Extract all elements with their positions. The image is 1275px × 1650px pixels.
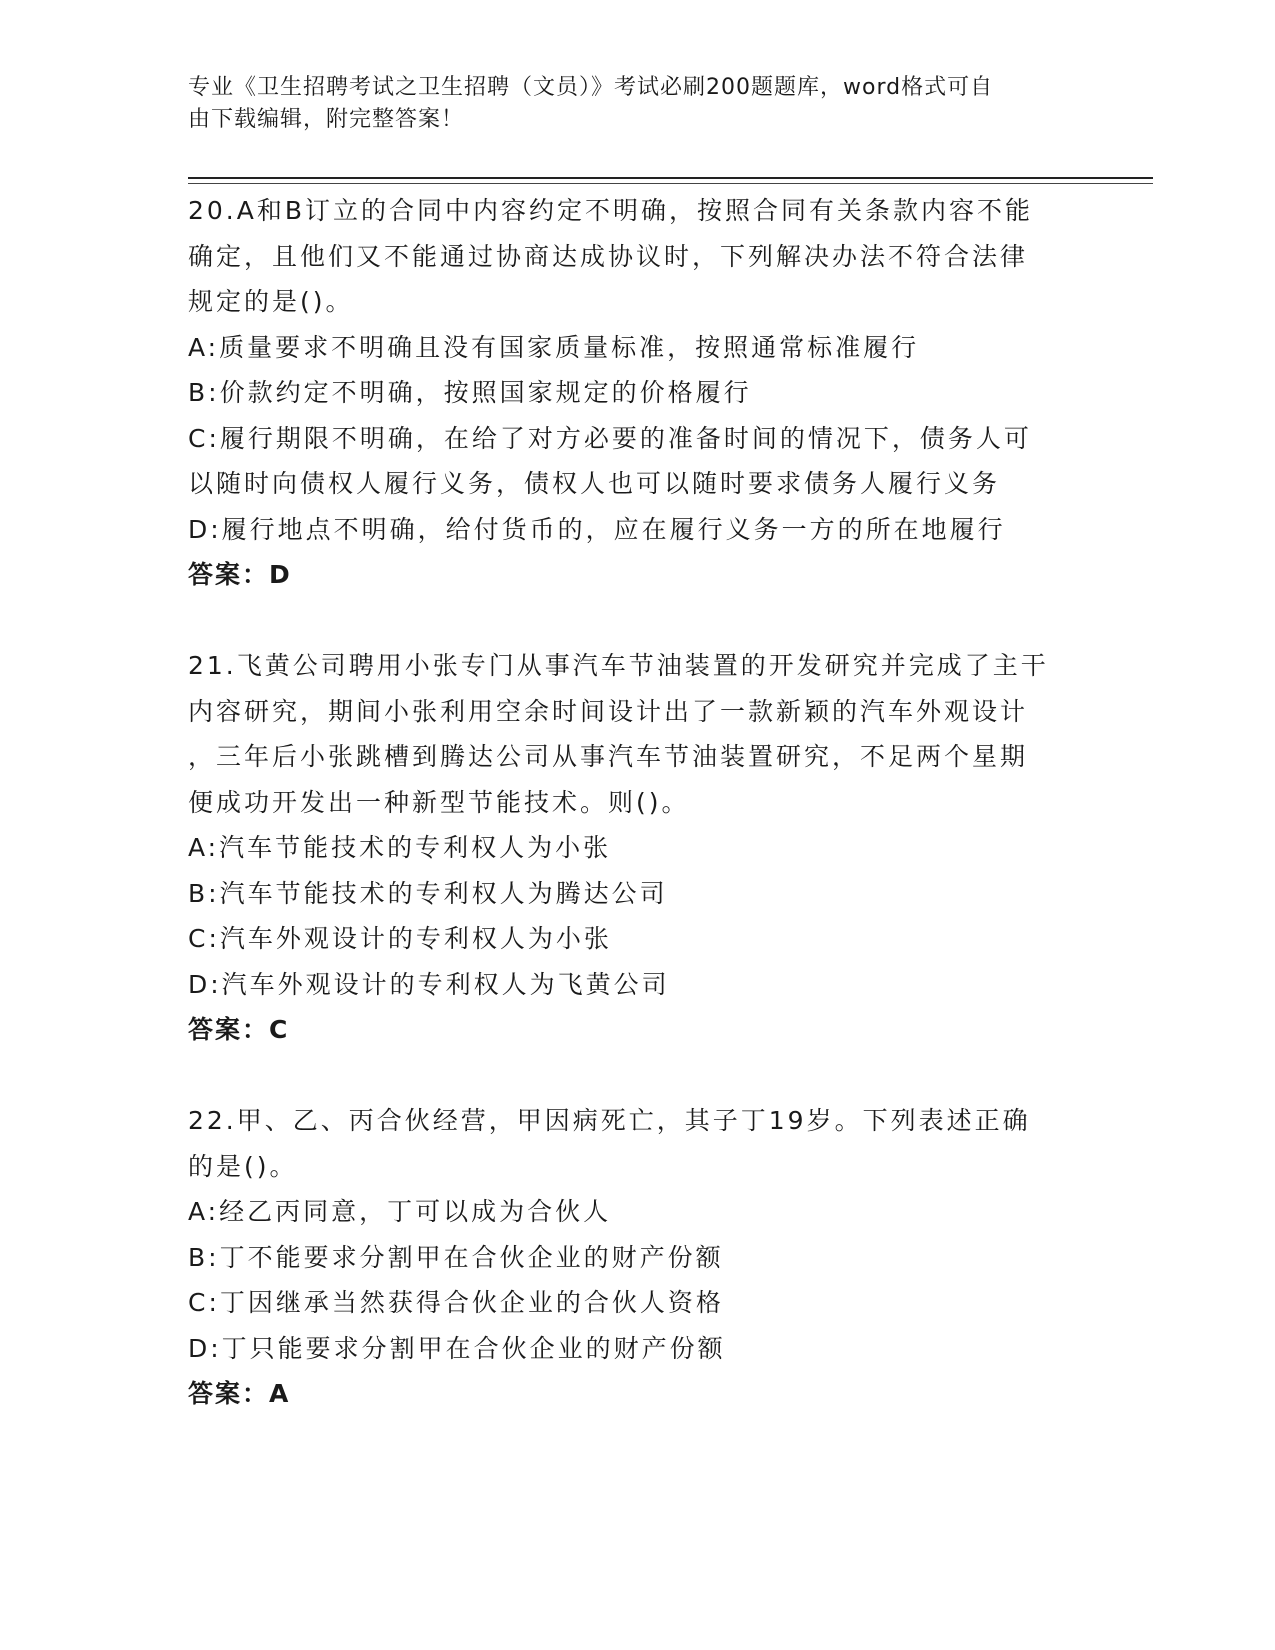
document-header — [188, 72, 1068, 136]
option-b: B:价款约定不明确，按照国家规定的价格履行 — [188, 378, 752, 407]
question-stem-line: 确定，且他们又不能通过协商达成协议时，下列解决办法不符合法律 — [188, 241, 1029, 271]
option-c: C:丁因继承当然获得合伙企业的合伙人资格 — [188, 1288, 724, 1317]
question-stem-line: 20.A和B订立的合同中内容约定不明确，按照合同有关条款内容不能 — [188, 196, 1034, 225]
answer-label: 答案：C — [188, 1015, 290, 1044]
option-d: D:丁只能要求分割甲在合伙企业的财产份额 — [188, 1333, 726, 1363]
question-stem-line: 的是()。 — [188, 1151, 298, 1181]
answer-label: 答案：D — [188, 560, 292, 589]
option-a: A:汽车节能技术的专利权人为小张 — [188, 833, 612, 862]
question-stem-line: 规定的是()。 — [188, 287, 354, 316]
header-line: 专业《卫生招聘考试之卫生招聘（文员）》考试必刷200题题库，word格式可自 — [188, 75, 994, 100]
header-divider-thin — [188, 183, 1153, 184]
question-stem-line: 22.甲、乙、丙合伙经营，甲因病死亡，其子丁19岁。下列表述正确 — [188, 1106, 1031, 1135]
option-c: C:汽车外观设计的专利权人为小张 — [188, 924, 612, 953]
option-a: A:经乙丙同意，丁可以成为合伙人 — [188, 1197, 612, 1226]
header-divider-thick — [188, 177, 1153, 179]
option-c: C:履行期限不明确，在给了对方必要的准备时间的情况下，债务人可 — [188, 423, 1032, 453]
question-21 — [188, 643, 1088, 1053]
option-b: B:丁不能要求分割甲在合伙企业的财产份额 — [188, 1242, 724, 1272]
question-stem-line: 21.飞黄公司聘用小张专门从事汽车节油装置的开发研究并完成了主干 — [188, 651, 1049, 680]
answer-label: 答案：A — [188, 1379, 291, 1408]
question-20 — [188, 188, 1088, 598]
option-d: D:履行地点不明确，给付货币的，应在履行义务一方的所在地履行 — [188, 514, 1006, 544]
question-stem-line: 内容研究，期间小张利用空余时间设计出了一款新颖的汽车外观设计 — [188, 696, 1029, 726]
option-b: B:汽车节能技术的专利权人为腾达公司 — [188, 878, 668, 908]
question-stem-line: ，三年后小张跳槽到腾达公司从事汽车节油装置研究，不足两个星期 — [188, 742, 1029, 771]
option-a: A:质量要求不明确且没有国家质量标准，按照通常标准履行 — [188, 332, 920, 362]
question-stem-line: 便成功开发出一种新型节能技术。则()。 — [188, 787, 690, 817]
question-22 — [188, 1098, 1088, 1417]
option-d: D:汽车外观设计的专利权人为飞黄公司 — [188, 969, 670, 999]
option-c-continued: 以随时向债权人履行义务，债权人也可以随时要求债务人履行义务 — [188, 469, 1001, 498]
header-line: 由下载编辑，附完整答案！ — [188, 107, 465, 132]
